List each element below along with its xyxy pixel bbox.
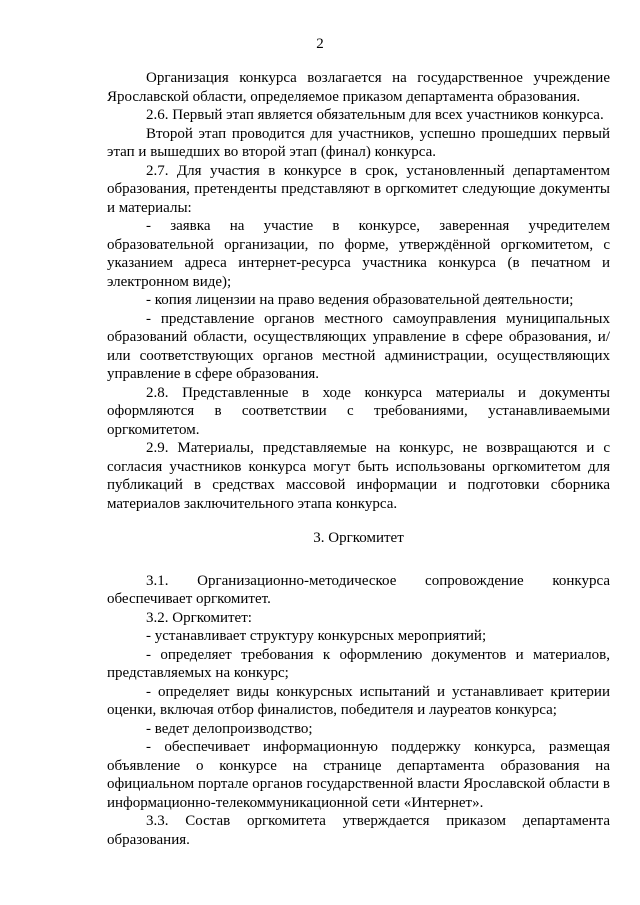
document-body [107,69,610,849]
paragraph: 2.8. Представленные в ходе конкурса материалы и документы оформляются в соответствии с требованиями, устанавливаемыми оргкомитетом. [107,384,610,438]
paragraph: 3.3. Состав оргкомитета утверждается приказом департамента образования. [107,813,610,848]
paragraph: - копия лицензии на право ведения образовательной деятельности; [146,292,574,308]
paragraph: - определяет виды конкурсных испытаний и устанавливает критерии оценки, включая отбор финалистов, победителя и лауреатов конкурса; [107,683,610,718]
section-heading: 3. Оргкомитет [313,530,404,546]
paragraph: - обеспечивает информационную поддержку конкурса, размещая объявление о конкурсе на странице департамента образования на официальном портале органов государственной власти Ярославской области в информационно-телекоммуникационной сети «Интернет». [107,739,610,811]
paragraph: - представление органов местного самоуправления муниципальных образований области, осуществляющих управление в сфере образования, и/или соответствующих органов местной администрации, осуществляющих управление в сфере образования. [107,310,610,382]
paragraph: Организация конкурса возлагается на государственное учреждение Ярославской области, определяемое приказом департамента образования. [107,70,610,105]
paragraph: 2.6. Первый этап является обязательным для всех участников конкурса. [146,107,604,123]
page-number: 2 [316,36,324,52]
paragraph: 3.2. Оргкомитет: [146,609,252,626]
paragraph: 3.1. Организационно-методическое сопровождение конкурса обеспечивает оргкомитет. [107,572,610,607]
paragraph: - определяет требования к оформлению документов и материалов, представляемых на конкурс; [107,646,610,681]
paragraph: 2.7. Для участия в конкурсе в срок, установленный департаментом образования, претенденты представляют в оргкомитет следующие документы и материалы: [107,162,610,216]
paragraph: - устанавливает структуру конкурсных мероприятий; [146,628,487,644]
paragraph: - заявка на участие в конкурсе, заверенная учредителем образовательной организации, по форме, утверждённой оргкомитетом, с указанием адреса интернет-ресурса участника конкурса (в печатном и электронном виде); [107,218,610,290]
paragraph: Второй этап проводится для участников, успешно прошедших первый этап и вышедших во второй этап (финал) конкурса. [107,125,610,160]
paragraph: 2.9. Материалы, представляемые на конкурс, не возвращаются и с согласия участников конкурса могут быть использованы оргкомитетом для публикаций в средствах массовой информации и подготовки сборника материалов заключительного этапа конкурса. [107,440,610,512]
paragraph: - ведет делопроизводство; [146,720,313,737]
